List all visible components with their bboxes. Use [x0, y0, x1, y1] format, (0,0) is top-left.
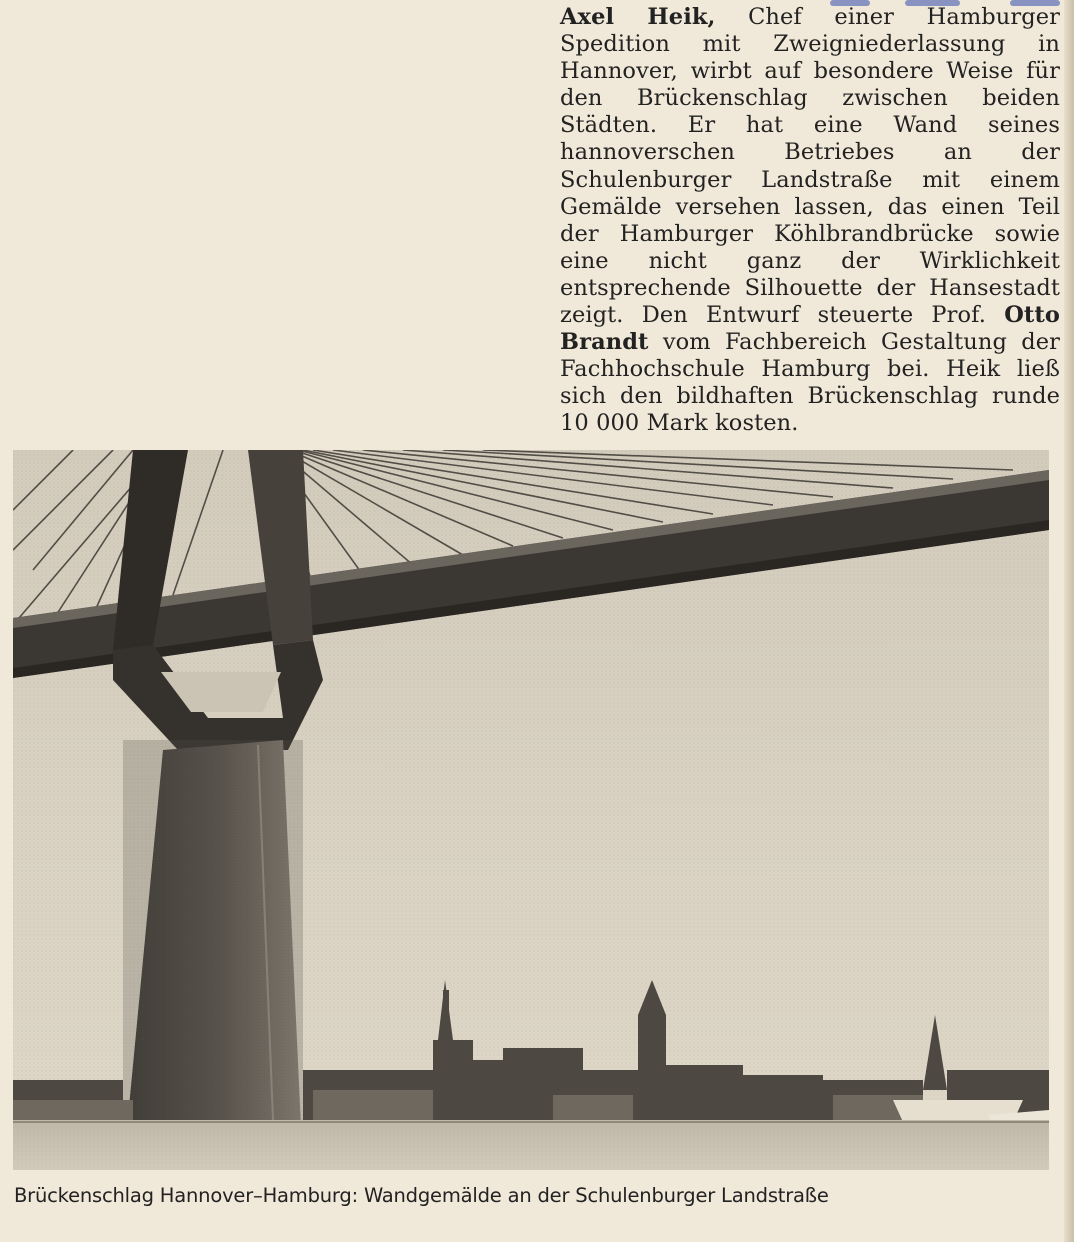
- article-body-1: Chef einer Hamburger Spedition mit Zweigniederlassung in Hannover, wirbt auf besondere Weise für den Brückenschlag zwischen beiden Städten. Er hat eine Wand seines hannoverschen Betriebes an der Schulenburger Landstraße mit einem Gemälde versehen lassen, das einen Teil der Hamburger Köhlbrandbrücke sowie eine nicht ganz der Wirklichkeit entsprechende Silhouette der Hansestadt zeigt. Den Entwurf steuerte Prof.: [560, 4, 1060, 329]
- paper-edge: [1064, 0, 1074, 1242]
- bridge-painting-image: [13, 450, 1049, 1170]
- photo-caption: Brückenschlag Hannover–Hamburg: Wandgemälde an der Schulenburger Landstraße: [14, 1184, 829, 1207]
- designer-name: Otto Brandt: [560, 302, 1060, 356]
- bridge-photo: [13, 450, 1049, 1170]
- article-text: [560, 4, 1060, 438]
- article-body-2: vom Fachbereich Gestaltung der Fachhochschule Hamburg bei. Heik ließ sich den bildhaften Brückenschlag runde 10 000 Mark kosten.: [560, 329, 1060, 437]
- author-name: Axel Heik,: [560, 4, 716, 30]
